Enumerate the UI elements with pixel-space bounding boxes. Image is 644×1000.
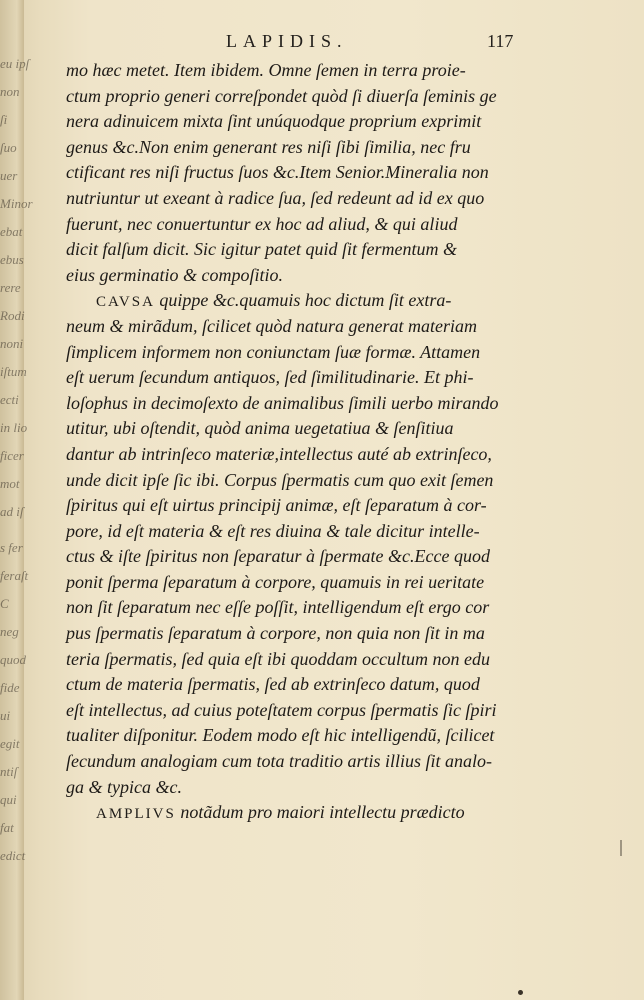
bleed-fragment: s fer (0, 540, 23, 555)
bleed-fragment: uer (0, 168, 18, 183)
bleed-fragment: C (0, 596, 9, 611)
bleed-fragment: non (0, 84, 20, 99)
bleed-fragment: ad iſ (0, 504, 24, 519)
page-number: 117 (487, 31, 514, 51)
text-line: ctificant res niſi fructus ſuos &c.Item Senior.Mineralia non (66, 162, 489, 183)
bleed-fragment: eu ipſ (0, 56, 30, 71)
bleed-fragment: ntiſ (0, 764, 18, 779)
bleed-fragment: quod (0, 652, 26, 667)
margin-pen-mark (620, 840, 622, 856)
bleed-fragment: edict (0, 848, 26, 863)
text-line: ponit ſperma ſeparatum à corpore, quamuis in rei ueritate (66, 571, 485, 592)
text-line: neum & mirãdum, ſcilicet quòd natura generat materiam (66, 315, 477, 336)
bleed-fragment: noni (0, 336, 24, 351)
bleed-fragment: ficer (0, 448, 24, 463)
text-line: utitur, ubi oſtendit, quòd anima uegetatiua & ſenſitiua (66, 418, 454, 439)
bleed-fragment: ebat (0, 224, 23, 239)
paragraph-lead-word: AMPLIVS (96, 806, 176, 823)
text-line: ctus & iſte ſpiritus non ſeparatur à ſpermate &c.Ecce quod (66, 546, 490, 567)
bleed-fragment: ſi (0, 112, 8, 127)
text-line: mo hæc metet. Item ibidem. Omne ſemen in terra proie- (66, 60, 466, 80)
text-line: ga & typica &c. (66, 776, 182, 797)
text-line: pore, id eſt materia & eſt res diuina & tale dicitur intelle- (66, 520, 480, 541)
bleed-fragment: in lio (0, 420, 28, 435)
text-line: eſt intellectus, ad cuius poteſtatem corpus ſpermatis ſic ſpiri (66, 699, 497, 720)
text-line: ſecundum analogiam cum tota traditio artis illius ſit analo- (66, 751, 492, 772)
text-line: ctum de materia ſpermatis, ſed ab extrinſeco datum, quod (66, 674, 480, 695)
bleed-fragment: fide (0, 680, 20, 695)
bleed-fragment: rere (0, 280, 21, 295)
text-line: dantur ab intrinſeco materiæ,intellectus auté ab extrinſeco, (66, 443, 492, 464)
paragraph-opening-line (66, 288, 550, 314)
text-line: ſpiritus qui eſt uirtus principij animæ, eſt ſeparatum à cor- (66, 495, 487, 516)
running-title: LAPIDIS. (226, 31, 348, 51)
text-line: eius germinatio & compoſitio. (66, 264, 283, 285)
text-line: genus &c.Non enim generant res niſi ſibi ſimilia, nec fru (66, 136, 471, 157)
body-text (66, 58, 550, 826)
running-head (0, 29, 644, 53)
text-line: loſophus in decimoſexto de animalibus ſimili uerbo mirando (66, 392, 499, 413)
bleed-fragment: ebus (0, 252, 24, 267)
bleed-fragment: neg (0, 624, 19, 639)
bleed-fragment: ui (0, 708, 11, 723)
ink-speck (518, 990, 523, 995)
paragraph-lead-word: CAVSA (96, 294, 155, 311)
text-line: dicit falſum dicit. Sic igitur patet quid ſit fermentum & (66, 239, 457, 260)
bleed-fragment: egit (0, 736, 20, 751)
text-line: fuerunt, nec conuertuntur ex hoc ad aliud, & qui aliud (66, 213, 458, 234)
text-line: eſt uerum ſecundum antiquos, ſed ſimilitudinarie. Et phi- (66, 367, 474, 388)
text-line: teria ſpermatis, ſed quia eſt ibi quoddam occultum non edu (66, 648, 490, 669)
text-run: notãdum pro maiori intellectu prædicto (175, 802, 465, 823)
text-run: quippe &c.quamuis hoc dictum ſit extra- (154, 290, 452, 311)
text-line: pus ſpermatis ſeparatum à corpore, non quia non ſit in ma (66, 623, 485, 644)
text-line: tualiter diſponitur. Eodem modo eſt hic intelligendũ, ſcilicet (66, 725, 495, 746)
adjacent-page-bleed (0, 55, 33, 905)
text-line: nutriuntur ut exeant à radice ſua, ſed redeunt ad id ex quo (66, 187, 485, 208)
bleed-fragment: qui (0, 792, 17, 807)
text-line: unde dicit ipſe ſic ibi. Corpus ſpermatis cum quo exit ſemen (66, 469, 494, 490)
text-line: ſimplicem informem non coniunctam ſuæ formæ. Attamen (66, 341, 481, 362)
bleed-fragment: ecti (0, 392, 19, 407)
bleed-fragment: Minor (0, 196, 33, 211)
paragraph-opening-line (66, 800, 550, 826)
bleed-fragment: iſtum (0, 364, 27, 379)
bleed-fragment: fat (0, 820, 14, 835)
text-line: non ſit ſeparatum nec eſſe poſſit, intelligendum eſt ergo cor (66, 597, 490, 618)
text-line: ctum proprio generi correſpondet quòd ſi diuerſa ſeminis ge (66, 85, 497, 106)
text-line: nera adinuicem mixta ſint unúquodque proprium exprimit (66, 111, 482, 132)
bleed-fragment: ſuo (0, 140, 17, 155)
bleed-fragment: mot (0, 476, 20, 491)
bleed-fragment: feraſt (0, 568, 29, 583)
bleed-fragment: Rodi (0, 308, 25, 323)
